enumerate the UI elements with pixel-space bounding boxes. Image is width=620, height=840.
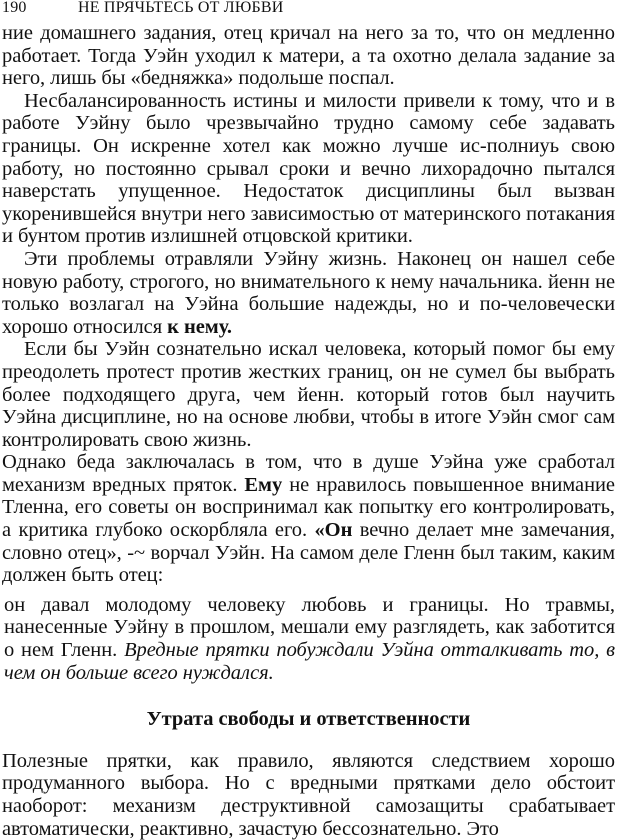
paragraph-2: Несбалансированность истины и милости привели к тому, что и в работе Уэйну было чрезвычайно трудно самому себе задавать границы. Он искренне хотел как можно лучше ис-полниуь свою работу, но постоянно срывал сроки и вечно лихорадочно пытался наверстать упущенное. Недостаток дисциплины был вызван укоренившейся внутри него зависимостью от материнского потакания и бунтом против излишней отцовской критики. xyxy=(2,89,615,248)
running-header xyxy=(2,0,620,18)
page-body xyxy=(2,22,615,840)
paragraph-3 xyxy=(2,248,615,338)
section-heading: Утрата свободы и ответственности xyxy=(146,708,471,731)
paragraph-5-text-3: вечно делает мне замечания, словно отец», -~ ворчал Уэйн. На самом деле Гленн был таким, каким должен быть отец: xyxy=(2,519,615,587)
paragraph-5-text-1: Однако беда заключалась в том, что в душе Уэйна уже сработал механизм вредных пряток. xyxy=(2,451,615,496)
paragraph-1: ние домашнего задания, отец кричал на него за то, что он медленно работает. Тогда Уэйн уходил к матери, а та охотно делала задание за него, лишь бы «бедняжка» подольше поспал. xyxy=(2,22,615,90)
paragraph-3-bold: к нему. xyxy=(162,315,232,338)
paragraph-6-text: он давал молодому человеку любовь и границы. Но травмы, нанесенные Уэйну в прошлом, мешали ему разглядеть, как заботится о нем Гленн. xyxy=(4,593,615,662)
page-number: 190 xyxy=(2,0,27,16)
paragraph-5 xyxy=(2,451,615,587)
paragraph-5-bold-2: «Он xyxy=(314,519,353,542)
running-title: НЕ ПРЯЧЬТЕСЬ ОТ ЛЮБВИ xyxy=(78,0,284,16)
paragraph-6 xyxy=(2,594,615,684)
paragraph-4: Если бы Уэйн сознательно искал человека, который помог бы ему преодолеть протест против жестких границ, он не сумел бы выбрать более подходящего друга, чем йенн. который готов был научить Уэйна дисциплине, но на основе любви, чтобы в итоге Уэйн смог сам контролировать свою жизнь. xyxy=(2,338,615,451)
paragraph-5-bold-1: Ему xyxy=(244,473,283,496)
paragraph-7: Полезные прятки, как правило, являются следствием хорошо продуманного выбора. Но с вредными прятками дело обстоит наоборот: механизм деструктивной самозащиты срабатывает автоматически, реактивно, зачастую бессознательно. Это xyxy=(2,749,615,840)
paragraph-5-text-2: не нравилось повышенное внимание Тленна, его советы он воспринимал как попытку его контролировать, а критика глубоко оскорбляла его. xyxy=(2,473,615,542)
paragraph-6-italic: Вредные прятки побуждали Уэйна отталкивать то, в чем он больше всего нуждался. xyxy=(4,639,615,684)
paragraph-3-text: Эти проблемы отравляли Уэйну жизнь. Наконец он нашел себе новую работу, строгого, но внимательного к нему начальника. йенн не только возлагал на Уэйна большие надежды, но и по-человечески хорошо относился xyxy=(2,247,615,338)
